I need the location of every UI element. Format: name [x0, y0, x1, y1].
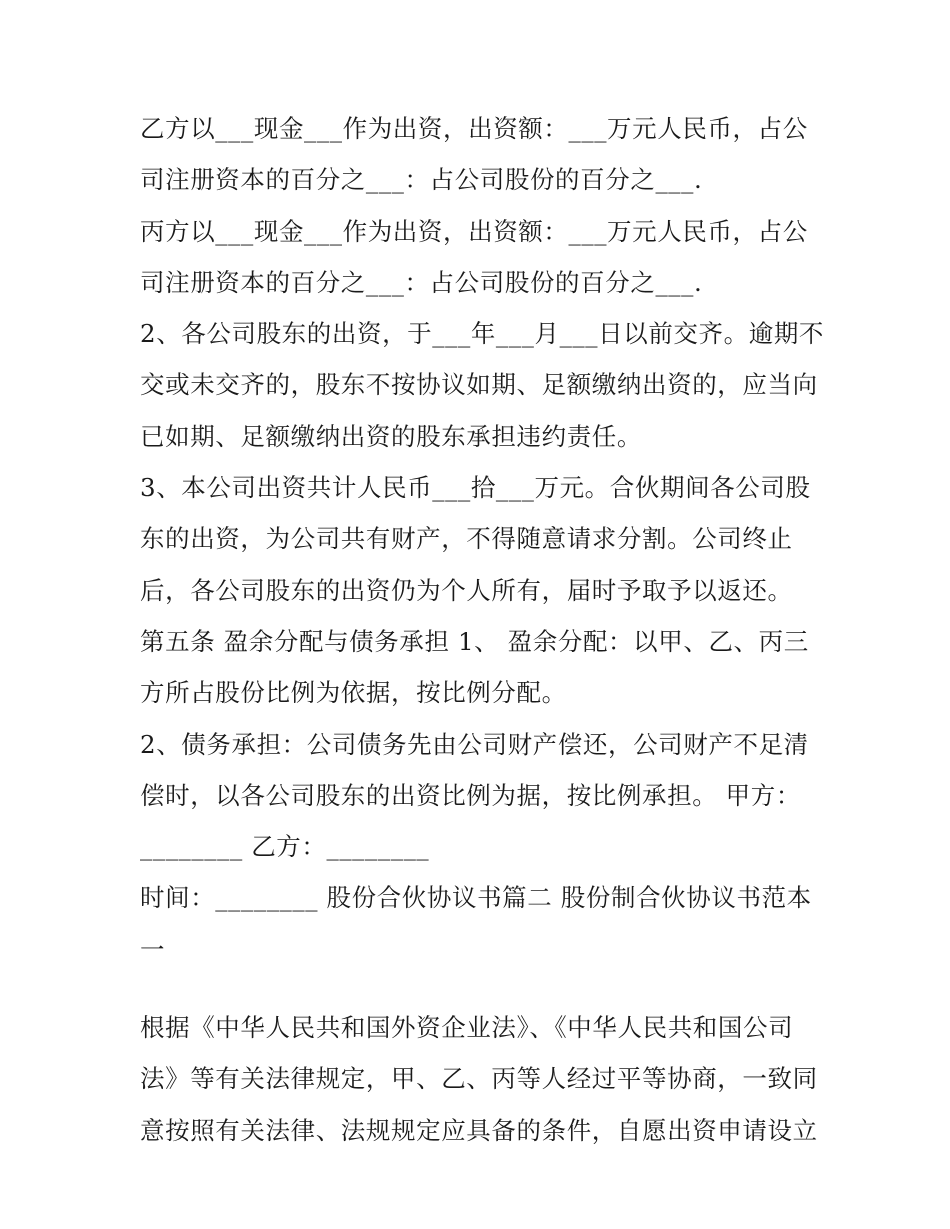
text-line: 乙方以___现金___作为出资，出资额：___万元人民币，占公 — [140, 114, 808, 143]
text-line: 时间：________ 股份合伙协议书篇二 股份制合伙协议书范本 — [140, 883, 812, 913]
text-line: 丙方以___现金___作为出资，出资额：___万元人民币，占公 — [140, 216, 808, 246]
text-line: 东的出资，为公司共有财产，不得随意请求分割。公司终止 — [140, 524, 793, 554]
text-line: 一 — [140, 934, 166, 964]
text-line: 根据《中华人民共和国外资企业法》、《中华人民共和国公司 — [140, 1013, 794, 1043]
signature-line: ________ 乙方：________ — [140, 832, 430, 862]
text-line: 偿时，以各公司股东的出资比例为据，按比例承担。 甲方： — [140, 780, 801, 810]
text-line: 第五条 盈余分配与债务承担 1、 盈余分配：以甲、乙、丙三 — [140, 626, 809, 656]
text-line: 3、本公司出资共计人民币___拾___万元。合伙期间各公司股 — [140, 473, 811, 503]
text-line: 方所占股份比例为依据，按比例分配。 — [140, 678, 567, 708]
text-line: 交或未交齐的，股东不按协议如期、足额缴纳出资的，应当向 — [140, 370, 818, 400]
text-line: 2、债务承担：公司债务先由公司财产偿还，公司财产不足清 — [140, 729, 809, 759]
text-line: 2、各公司股东的出资，于___年___月___日以前交齐。逾期不 — [140, 319, 825, 349]
text-line: 司注册资本的百分之___：占公司股份的百分之___. — [140, 165, 703, 195]
paragraph-gap — [140, 975, 820, 1002]
text-line: 法》等有关法律规定，甲、乙、丙等人经过平等协商，一致同 — [140, 1064, 818, 1094]
text-line: 司注册资本的百分之___：占公司股份的百分之___. — [140, 267, 703, 297]
document-body — [140, 103, 825, 1156]
text-line: 意按照有关法律、法规规定应具备的条件，自愿出资申请设立 — [140, 1115, 818, 1145]
text-line: 后，各公司股东的出资仍为个人所有，届时予取予以返还。 — [140, 575, 793, 605]
text-line: 已如期、足额缴纳出资的股东承担违约责任。 — [140, 421, 642, 451]
